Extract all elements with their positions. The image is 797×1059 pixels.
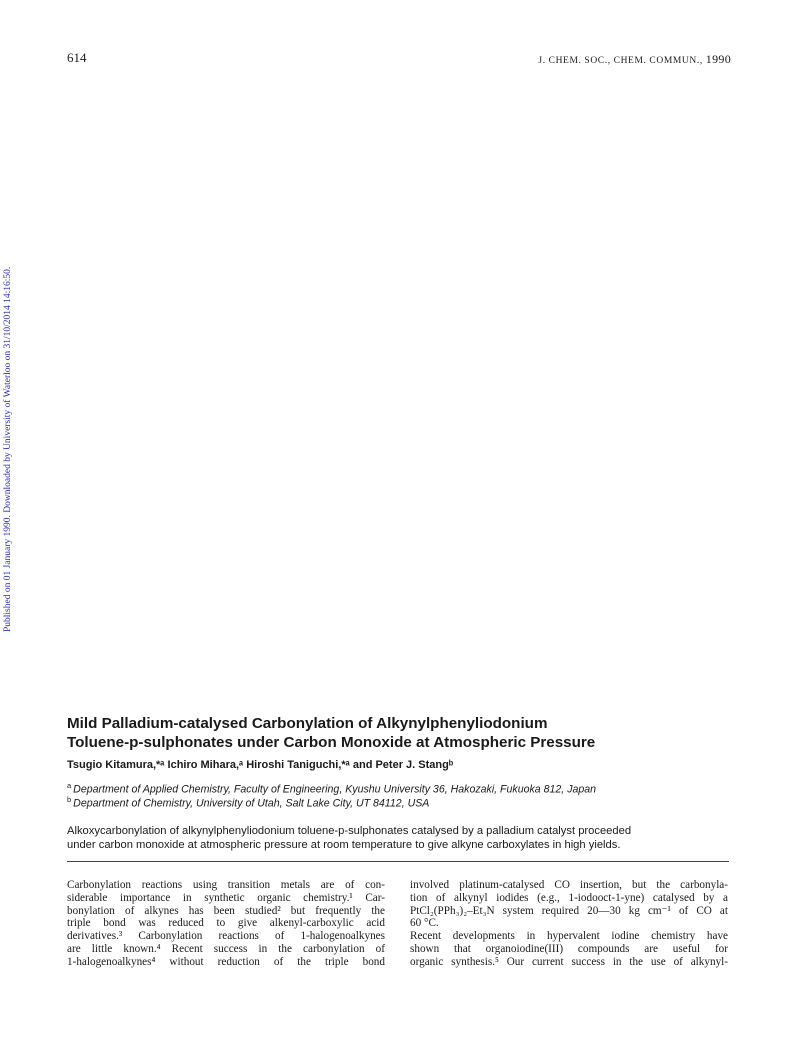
body-line: organic synthesis.⁵ Our current success in the use of alkynyl- [410,955,728,968]
affiliation-text: Department of Applied Chemistry, Faculty of Engineering, Kyushu University 36, Hakozaki, Fukuoka 812, Japan [73,783,597,796]
abstract [67,824,737,852]
journal-name: J. CHEM. SOC., CHEM. COMMUN., [538,56,703,66]
body-line: derivatives.³ Carbonylation reactions of 1-halogenoalkynes [67,930,385,943]
body-line: triple bond was reduced to give alkenyl-carboxylic acid [67,917,385,930]
body-line: 60 °C. [410,917,439,930]
body-column-right [410,879,728,969]
affiliation-a [67,781,596,796]
title-line: Toluene-p-sulphonates under Carbon Monoxide at Atmospheric Pressure [67,734,596,751]
download-watermark[interactable]: Published on 01 January 1990. Downloaded by University of Waterloo on 31/10/2014 14:16:50. [3,266,13,632]
body-line: involved platinum-catalysed CO insertion, but the carbonyla- [410,879,728,891]
affiliation-mark: a [67,781,72,790]
affiliation-mark: b [67,795,72,804]
article-title [67,714,747,752]
title-line: Mild Palladium-catalysed Carbonylation of Alkynylphenyliodonium [67,715,548,732]
body-line: siderable importance in synthetic organic chemistry.¹ Car- [67,891,385,904]
body-line: PtCl₂(PPh₃)₂–Et₃N system required 20—30 kg cm⁻¹ of CO at [410,904,728,917]
body-line: shown that organoiodine(III) compounds are useful for [410,942,728,955]
journal-reference [538,52,731,67]
body-line: are little known.⁴ Recent success in the carbonylation of [67,942,385,955]
affiliation-b [67,795,429,810]
affiliation-text: Department of Chemistry, University of Utah, Salt Lake City, UT 84112, USA [73,797,430,810]
body-line: tion of alkynyl iodides (e.g., 1-iodooct-1-yne) catalysed by a [410,891,728,904]
body-line: bonylation of alkynes has been studied² but frequently the [67,904,385,917]
author-list: Tsugio Kitamura,*ᵃ Ichiro Mihara,ᵃ Hiroshi Taniguchi,*ᵃ and Peter J. Stangᵇ [67,759,454,771]
body-line: 1-halogenoalkynes⁴ without reduction of the triple bond [67,955,385,968]
body-line: Carbonylation reactions using transition metals are of con- [67,879,385,891]
page-number: 614 [67,50,87,65]
abstract-divider [67,861,729,862]
body-column-left [67,879,385,969]
abstract-line: under carbon monoxide at atmospheric pressure at room temperature to give alkyne carboxylates in high yields. [67,839,621,851]
body-line: Recent developments in hypervalent iodine chemistry have [410,930,728,943]
journal-year: 1990 [705,52,731,66]
abstract-line: Alkoxycarbonylation of alkynylphenyliodonium toluene-p-sulphonates catalysed by a palladium catalyst proceeded [67,825,632,837]
